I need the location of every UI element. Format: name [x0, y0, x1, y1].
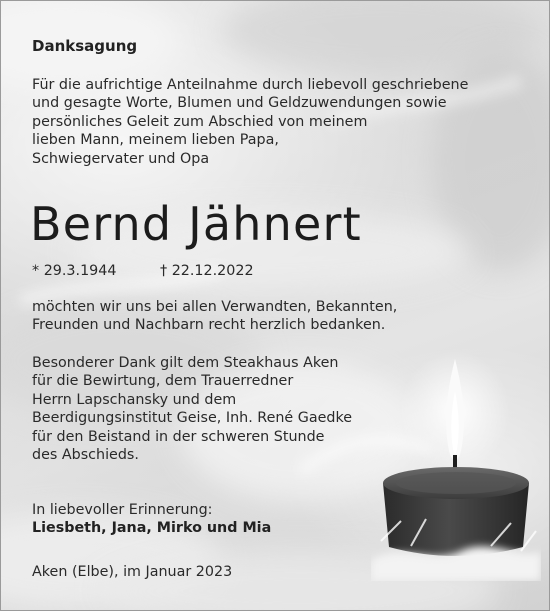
intro-line: Für die aufrichtige Anteilnahme durch liebevoll geschriebene — [32, 77, 469, 93]
place-date: Aken (Elbe), im Januar 2023 — [32, 564, 233, 580]
thanks-line: Freunden und Nachbarn recht herzlich bedanken. — [32, 317, 386, 334]
intro-paragraph — [32, 76, 468, 168]
signers: Liesbeth, Jana, Mirko und Mia — [32, 520, 272, 536]
intro-line: persönliches Geleit zum Abschied von meinem — [32, 113, 368, 130]
notice-heading: Danksagung — [32, 37, 138, 55]
death-date: † 22.12.2022 — [160, 263, 254, 279]
special-line: für die Bewirtung, dem Trauerredner — [32, 373, 294, 390]
thanks-paragraph — [32, 298, 397, 335]
special-line: Besonderer Dank gilt dem Steakhaus Aken — [32, 355, 339, 371]
deceased-name: Bernd Jähnert — [30, 197, 362, 251]
intro-line: lieben Mann, meinem lieben Papa, — [32, 132, 279, 149]
special-line: Herrn Lapschansky und dem — [32, 391, 237, 408]
memory-label: In liebevoller Erinnerung: — [32, 502, 213, 518]
birth-date: * 29.3.1944 — [32, 263, 117, 279]
special-thanks-paragraph — [32, 354, 352, 464]
thanks-line: möchten wir uns bei allen Verwandten, Bekannten, — [32, 299, 398, 315]
intro-line: Schwiegervater und Opa — [32, 150, 210, 167]
special-line: des Abschieds. — [32, 446, 139, 463]
special-line: für den Beistand in der schweren Stunde — [32, 428, 325, 445]
intro-line: und gesagte Worte, Blumen und Geldzuwendungen sowie — [32, 95, 447, 112]
notice-text — [1, 1, 549, 610]
special-line: Beerdigungsinstitut Geise, Inh. René Gaedke — [32, 410, 353, 427]
